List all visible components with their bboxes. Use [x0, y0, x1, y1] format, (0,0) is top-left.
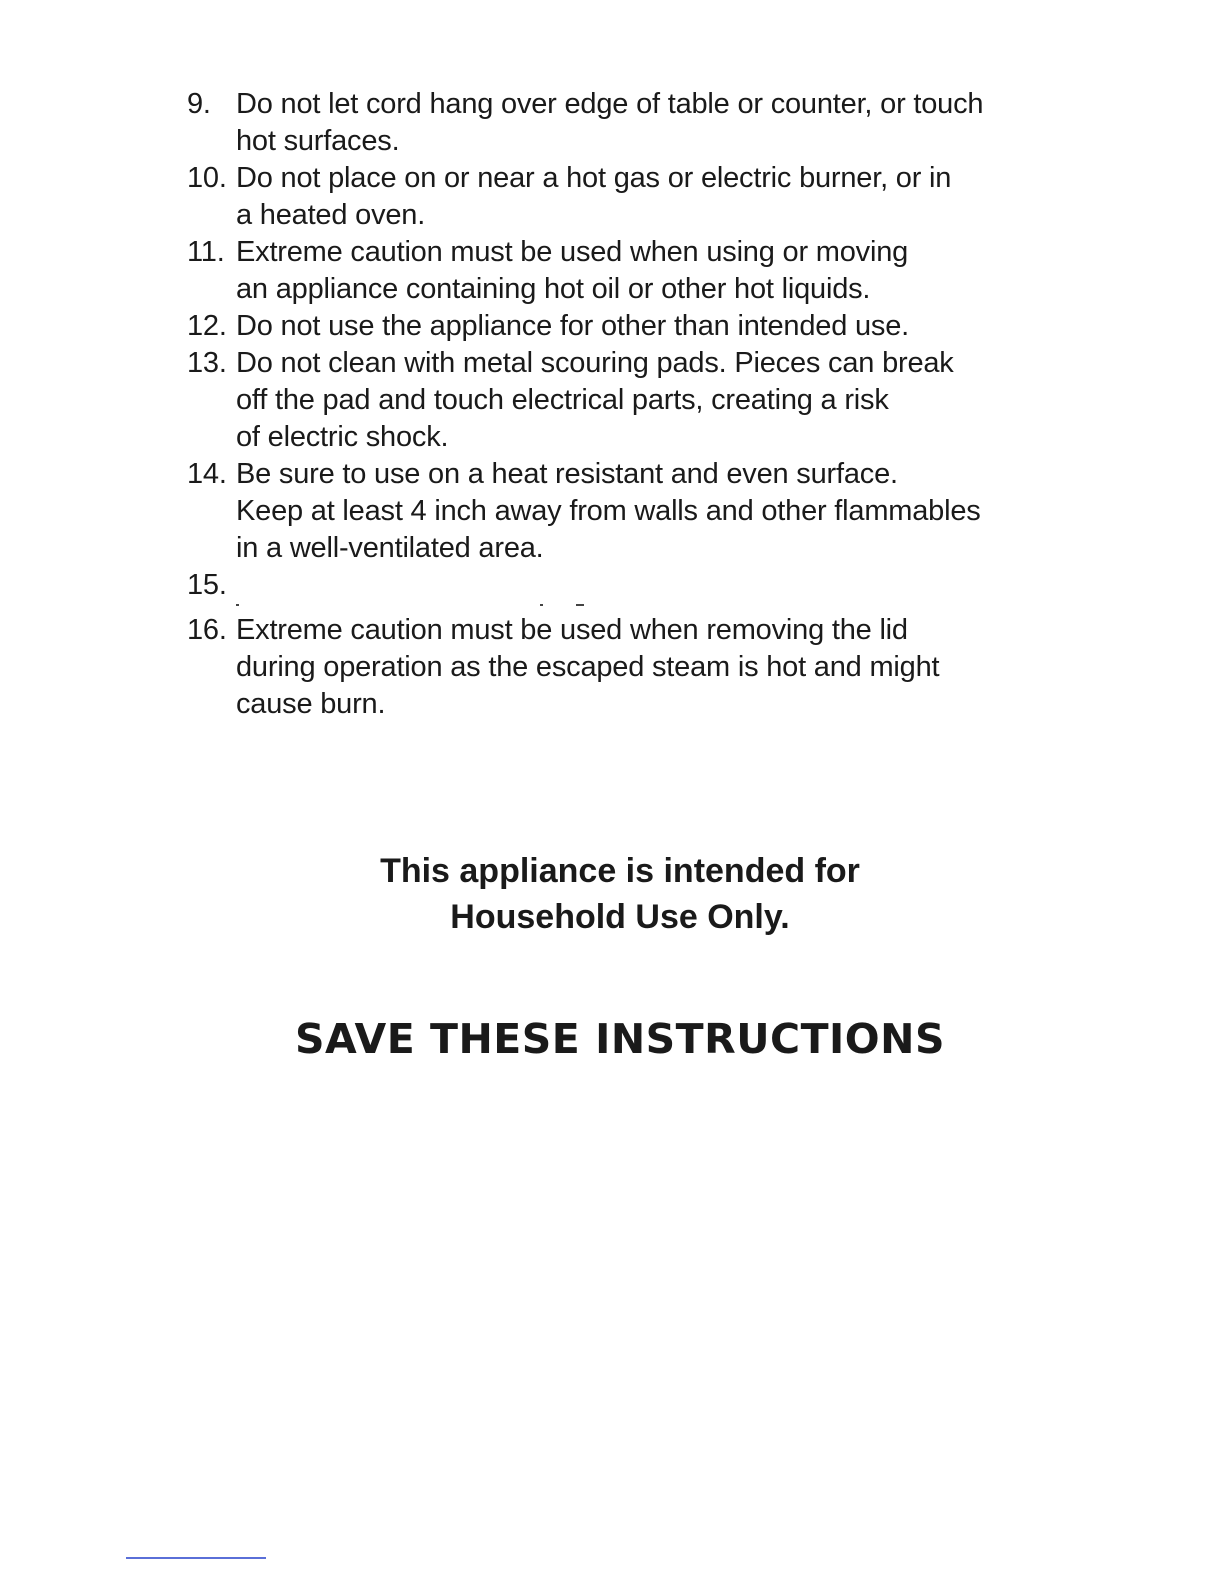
instruction-item-12 — [187, 308, 1067, 345]
blank-line — [236, 567, 1067, 604]
item-line: during operation as the escaped steam is hot and might — [236, 651, 940, 683]
item-line: Do not place on or near a hot gas or electric burner, or in — [236, 162, 952, 194]
item-line: Do not clean with metal scouring pads. Pieces can break — [236, 347, 954, 379]
item-line: off the pad and touch electrical parts, creating a risk — [236, 384, 889, 416]
artifact-mark — [540, 604, 543, 606]
item-number: 11. — [187, 236, 225, 268]
item-line: Extreme caution must be used when removing the lid — [236, 614, 908, 646]
artifact-mark — [576, 604, 584, 606]
artifact-mark — [236, 604, 239, 606]
instruction-item-9 — [187, 86, 1067, 160]
item-number: 15. — [187, 569, 227, 601]
item-number: 14. — [187, 458, 227, 490]
item-number: 16. — [187, 614, 227, 646]
notice-line-1: This appliance is intended for — [380, 852, 860, 890]
item-line: hot surfaces. — [236, 125, 400, 157]
footer-rule — [126, 1557, 266, 1559]
scan-artifact — [236, 604, 1067, 612]
item-text — [236, 160, 1067, 234]
item-text — [236, 456, 1067, 567]
instruction-item-10 — [187, 160, 1067, 234]
item-text — [236, 234, 1067, 308]
instruction-item-11 — [187, 234, 1067, 308]
item-number: 12. — [187, 310, 227, 342]
item-line: of electric shock. — [236, 421, 449, 453]
household-use-notice — [0, 848, 1225, 940]
item-text — [236, 345, 1067, 456]
instruction-item-14 — [187, 456, 1067, 567]
item-text — [236, 612, 1067, 723]
item-line: Do not let cord hang over edge of table or counter, or touch — [236, 88, 984, 120]
item-text — [236, 86, 1067, 160]
instruction-list — [187, 86, 1067, 723]
instruction-item-13 — [187, 345, 1067, 456]
instruction-item-16 — [187, 612, 1067, 723]
item-line: Do not use the appliance for other than intended use. — [236, 310, 909, 342]
item-number: 13. — [187, 347, 227, 379]
item-text-empty — [236, 567, 1067, 612]
item-line: in a well-ventilated area. — [236, 532, 544, 564]
notice-line-2: Household Use Only. — [450, 898, 790, 936]
save-instructions-heading: SAVE THESE INSTRUCTIONS — [294, 1015, 946, 1063]
item-line: Be sure to use on a heat resistant and even surface. — [236, 458, 898, 490]
item-text — [236, 308, 1067, 345]
item-number: 10. — [187, 162, 227, 194]
item-line: Keep at least 4 inch away from walls and other flammables — [236, 495, 981, 527]
item-number: 9. — [187, 88, 211, 120]
item-line: a heated oven. — [236, 199, 426, 231]
item-line: Extreme caution must be used when using or moving — [236, 236, 909, 268]
item-line: an appliance containing hot oil or other hot liquids. — [236, 273, 871, 305]
instruction-item-15 — [187, 567, 1067, 612]
item-line: cause burn. — [236, 688, 386, 720]
